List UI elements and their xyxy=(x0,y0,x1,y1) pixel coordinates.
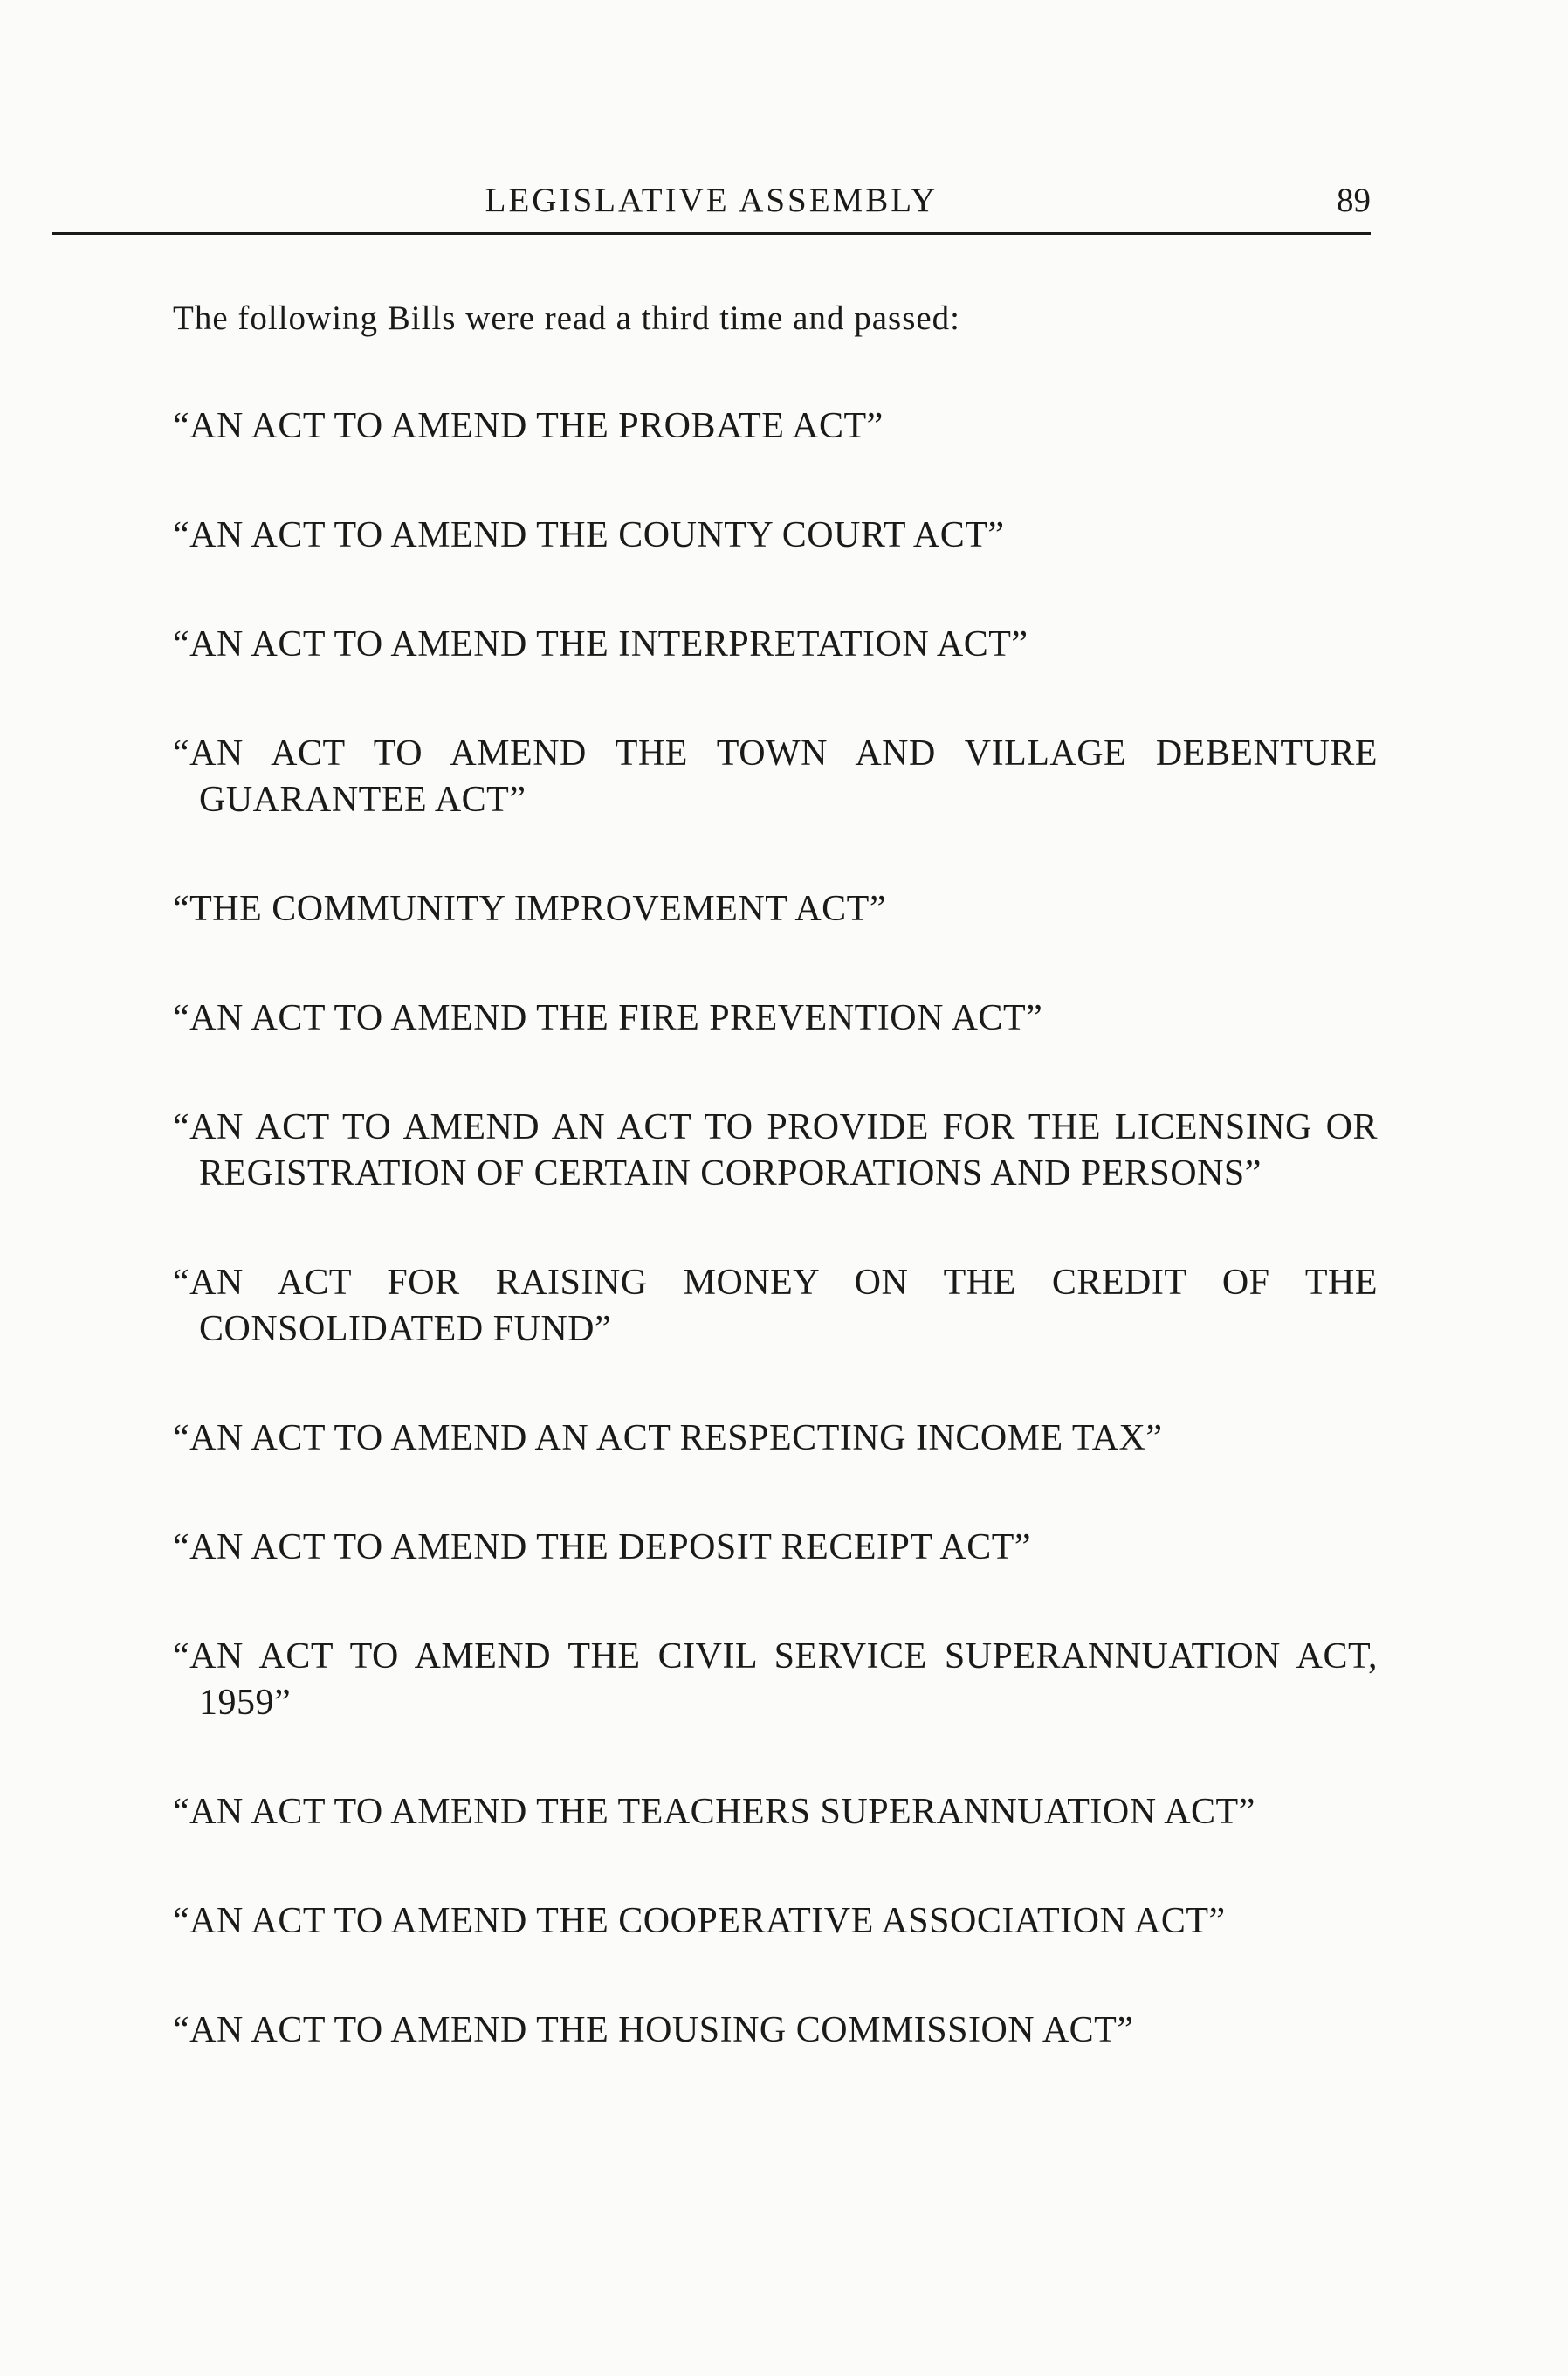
bill-title: “AN ACT FOR RAISING MONEY ON THE CREDIT OF THE CONSOLIDATED FUND” xyxy=(173,1263,1378,1349)
bill-title: “AN ACT TO AMEND AN ACT TO PROVIDE FOR THE LICENSING OR REGISTRATION OF CERTAIN CORPORATIONS AND PERSONS” xyxy=(173,1107,1378,1194)
page-number: 89 xyxy=(1337,182,1371,219)
bill-title: “AN ACT TO AMEND THE CIVIL SERVICE SUPERANNUATION ACT, 1959” xyxy=(173,1636,1378,1723)
bill-title: “AN ACT TO AMEND THE DEPOSIT RECEIPT ACT” xyxy=(173,1527,1032,1567)
bill-title: “AN ACT TO AMEND THE TOWN AND VILLAGE DEBENTURE GUARANTEE ACT” xyxy=(173,733,1378,820)
bill-title: “AN ACT TO AMEND THE TEACHERS SUPERANNUATION ACT” xyxy=(173,1792,1255,1832)
bill-title: “THE COMMUNITY IMPROVEMENT ACT” xyxy=(173,889,886,929)
running-title: LEGISLATIVE ASSEMBLY xyxy=(485,182,939,219)
bill-title: “AN ACT TO AMEND AN ACT RESPECTING INCOME TAX” xyxy=(173,1418,1163,1458)
header-rule xyxy=(52,232,1371,235)
intro-paragraph: The following Bills were read a third time and passed: xyxy=(173,300,961,337)
bill-title: “AN ACT TO AMEND THE COUNTY COURT ACT” xyxy=(173,515,1005,555)
bill-title: “AN ACT TO AMEND THE PROBATE ACT” xyxy=(173,406,884,446)
bill-title: “AN ACT TO AMEND THE INTERPRETATION ACT” xyxy=(173,624,1028,665)
bill-title: “AN ACT TO AMEND THE HOUSING COMMISSION ACT” xyxy=(173,2010,1134,2050)
bill-title: “AN ACT TO AMEND THE COOPERATIVE ASSOCIATION ACT” xyxy=(173,1901,1226,1941)
bill-title: “AN ACT TO AMEND THE FIRE PREVENTION ACT” xyxy=(173,998,1043,1038)
running-header xyxy=(52,173,1371,229)
bill-list xyxy=(173,403,1378,2054)
